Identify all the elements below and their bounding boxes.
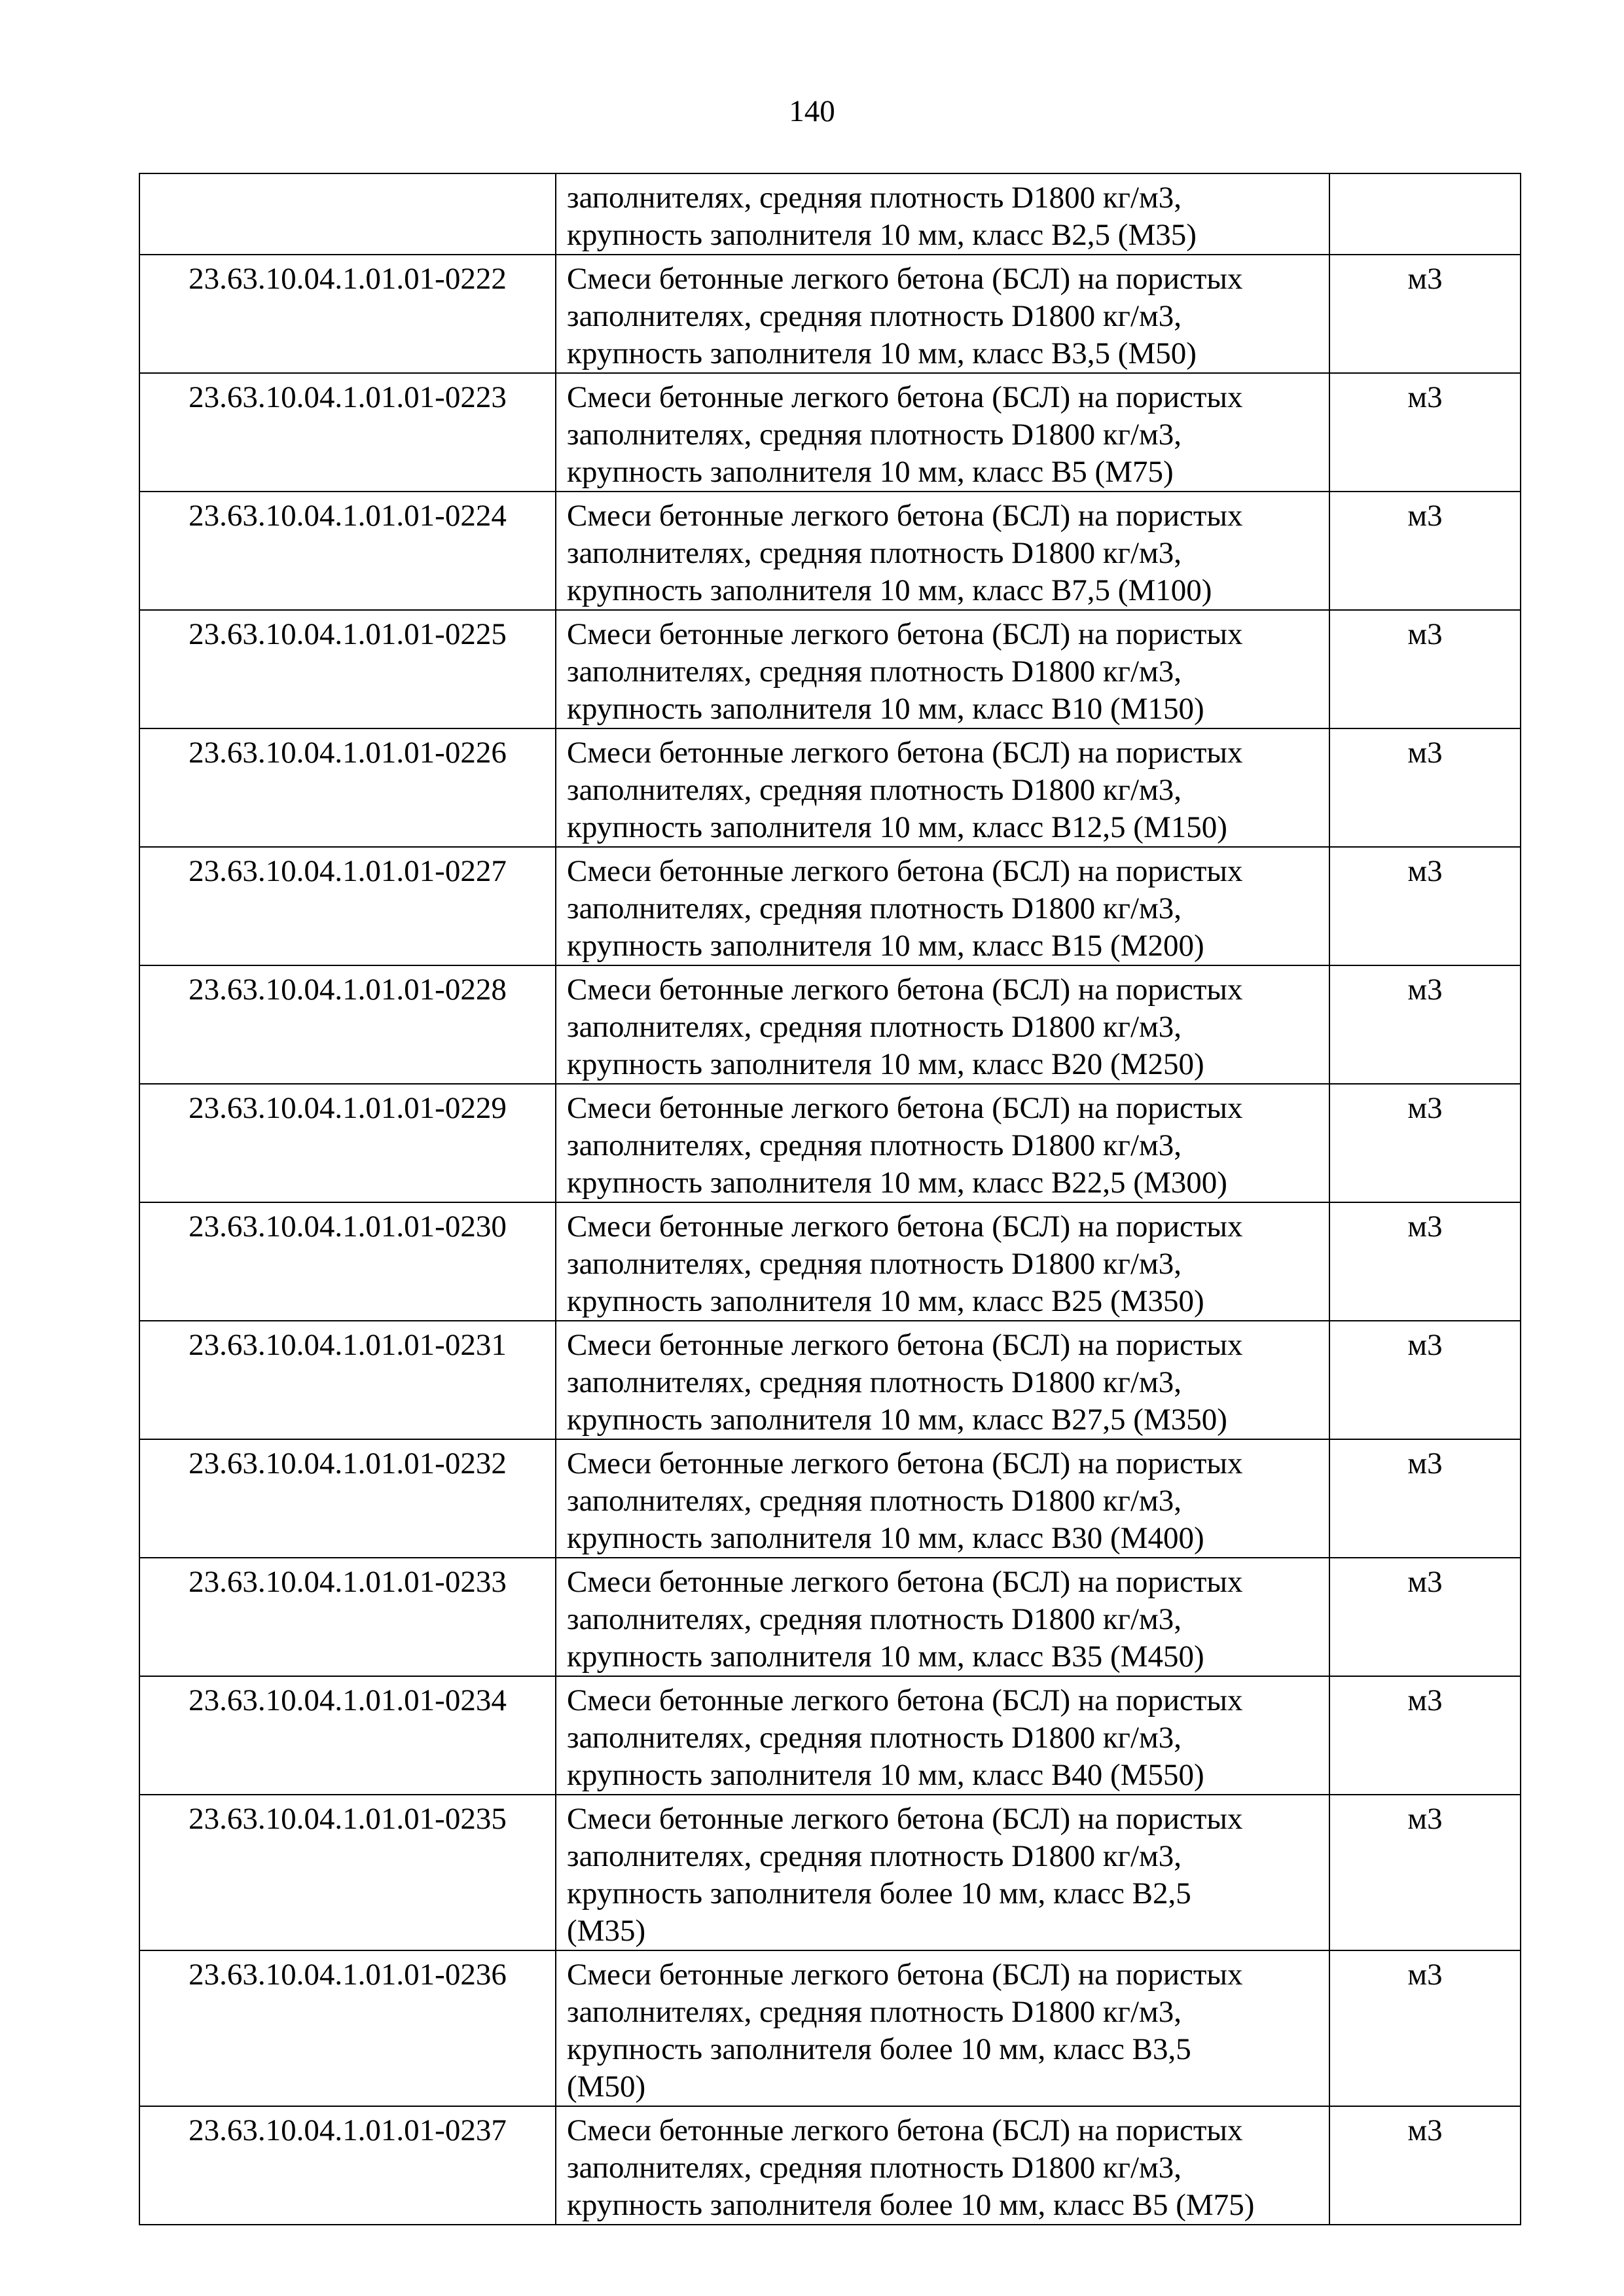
resource-code-cell: 23.63.10.04.1.01.01-0223 — [139, 373, 556, 492]
description-line: Смеси бетонные легкого бетона (БСЛ) на пористых — [567, 1328, 1243, 1362]
table-row — [139, 1950, 1521, 2106]
description-line: заполнителях, средняя плотность D1800 кг/м3, — [567, 1602, 1182, 1636]
description-line: заполнителях, средняя плотность D1800 кг/м3, — [567, 181, 1182, 215]
resource-description-cell — [556, 610, 1329, 728]
page-number: 140 — [789, 94, 835, 128]
resource-description-cell — [556, 1950, 1329, 2106]
resource-code-cell: 23.63.10.04.1.01.01-0226 — [139, 728, 556, 847]
resource-description-cell — [556, 1676, 1329, 1795]
description-line: Смеси бетонные легкого бетона (БСЛ) на пористых — [567, 1958, 1243, 1992]
description-line: Смеси бетонные легкого бетона (БСЛ) на пористых — [567, 1210, 1243, 1244]
unit-cell: м3 — [1329, 1321, 1521, 1439]
description-line: крупность заполнителя 10 мм, класс B5 (M75) — [567, 455, 1174, 489]
description-line: Смеси бетонные легкого бетона (БСЛ) на пористых — [567, 380, 1243, 414]
description-line: заполнителях, средняя плотность D1800 кг/м3, — [567, 891, 1182, 925]
description-line: (M50) — [567, 2070, 646, 2104]
table-row — [139, 1202, 1521, 1321]
description-line: крупность заполнителя 10 мм, класс B2,5 (M35) — [567, 218, 1197, 252]
table-row — [139, 1558, 1521, 1676]
description-line: крупность заполнителя 10 мм, класс B7,5 (M100) — [567, 573, 1212, 607]
description-line: крупность заполнителя 10 мм, класс B40 (M550) — [567, 1758, 1204, 1792]
table-row — [139, 1439, 1521, 1558]
table-row — [139, 1795, 1521, 1950]
resource-description-cell — [556, 728, 1329, 847]
table-row — [139, 492, 1521, 610]
resource-code-cell: 23.63.10.04.1.01.01-0225 — [139, 610, 556, 728]
table-row — [139, 2106, 1521, 2225]
table-row — [139, 173, 1521, 255]
table-row — [139, 1321, 1521, 1439]
description-line: крупность заполнителя 10 мм, класс B3,5 (M50) — [567, 336, 1197, 370]
resource-description-cell — [556, 2106, 1329, 2225]
unit-cell: м3 — [1329, 610, 1521, 728]
resource-code-cell: 23.63.10.04.1.01.01-0234 — [139, 1676, 556, 1795]
unit-cell: м3 — [1329, 2106, 1521, 2225]
description-line: Смеси бетонные легкого бетона (БСЛ) на пористых — [567, 973, 1243, 1007]
resource-code-cell: 23.63.10.04.1.01.01-0233 — [139, 1558, 556, 1676]
description-line: Смеси бетонные легкого бетона (БСЛ) на пористых — [567, 1802, 1243, 1836]
description-line: заполнителях, средняя плотность D1800 кг/м3, — [567, 299, 1182, 333]
description-line: крупность заполнителя 10 мм, класс B20 (M250) — [567, 1047, 1204, 1081]
description-line: крупность заполнителя 10 мм, класс B25 (M350) — [567, 1284, 1204, 1318]
resource-code-cell: 23.63.10.04.1.01.01-0229 — [139, 1084, 556, 1202]
unit-cell: м3 — [1329, 255, 1521, 373]
description-line: крупность заполнителя более 10 мм, класс B5 (M75) — [567, 2188, 1255, 2222]
description-line: Смеси бетонные легкого бетона (БСЛ) на пористых — [567, 1565, 1243, 1599]
description-line: крупность заполнителя более 10 мм, класс B3,5 — [567, 2032, 1191, 2066]
description-line: крупность заполнителя 10 мм, класс B22,5 (M300) — [567, 1166, 1227, 1200]
description-line: (M35) — [567, 1914, 646, 1948]
table-row — [139, 373, 1521, 492]
description-line: заполнителях, средняя плотность D1800 кг/м3, — [567, 1010, 1182, 1044]
unit-cell: м3 — [1329, 1439, 1521, 1558]
description-line: Смеси бетонные легкого бетона (БСЛ) на пористых — [567, 736, 1243, 770]
unit-cell: м3 — [1329, 1795, 1521, 1950]
resource-code-cell: 23.63.10.04.1.01.01-0222 — [139, 255, 556, 373]
resource-description-cell — [556, 492, 1329, 610]
resource-code-cell: 23.63.10.04.1.01.01-0236 — [139, 1950, 556, 2106]
unit-cell: м3 — [1329, 728, 1521, 847]
resource-description-cell — [556, 373, 1329, 492]
description-line: Смеси бетонные легкого бетона (БСЛ) на пористых — [567, 262, 1243, 296]
resource-code-cell: 23.63.10.04.1.01.01-0235 — [139, 1795, 556, 1950]
table-row — [139, 728, 1521, 847]
description-line: заполнителях, средняя плотность D1800 кг/м3, — [567, 1721, 1182, 1755]
description-line: Смеси бетонные легкого бетона (БСЛ) на пористых — [567, 617, 1243, 651]
unit-cell: м3 — [1329, 847, 1521, 965]
description-line: Смеси бетонные легкого бетона (БСЛ) на пористых — [567, 499, 1243, 533]
unit-cell — [1329, 173, 1521, 255]
unit-cell: м3 — [1329, 1202, 1521, 1321]
description-line: заполнителях, средняя плотность D1800 кг/м3, — [567, 1484, 1182, 1518]
description-line: заполнителях, средняя плотность D1800 кг/м3, — [567, 773, 1182, 807]
resource-code-cell: 23.63.10.04.1.01.01-0232 — [139, 1439, 556, 1558]
resource-code-cell: 23.63.10.04.1.01.01-0228 — [139, 965, 556, 1084]
resource-description-cell — [556, 1558, 1329, 1676]
unit-cell: м3 — [1329, 1676, 1521, 1795]
description-line: заполнителях, средняя плотность D1800 кг/м3, — [567, 1247, 1182, 1281]
unit-cell: м3 — [1329, 492, 1521, 610]
description-line: заполнителях, средняя плотность D1800 кг/м3, — [567, 1995, 1182, 2029]
resource-code-cell: 23.63.10.04.1.01.01-0237 — [139, 2106, 556, 2225]
table-row — [139, 965, 1521, 1084]
unit-cell: м3 — [1329, 1558, 1521, 1676]
unit-cell: м3 — [1329, 965, 1521, 1084]
resource-code-cell — [139, 173, 556, 255]
table-row — [139, 1084, 1521, 1202]
unit-cell: м3 — [1329, 1950, 1521, 2106]
description-line: Смеси бетонные легкого бетона (БСЛ) на пористых — [567, 1091, 1243, 1125]
resource-code-cell: 23.63.10.04.1.01.01-0227 — [139, 847, 556, 965]
resource-table — [139, 173, 1521, 2225]
description-line: заполнителях, средняя плотность D1800 кг/м3, — [567, 536, 1182, 570]
unit-cell: м3 — [1329, 1084, 1521, 1202]
description-line: Смеси бетонные легкого бетона (БСЛ) на пористых — [567, 1683, 1243, 1717]
resource-code-cell: 23.63.10.04.1.01.01-0231 — [139, 1321, 556, 1439]
unit-cell: м3 — [1329, 373, 1521, 492]
table-row — [139, 847, 1521, 965]
description-line: Смеси бетонные легкого бетона (БСЛ) на пористых — [567, 2113, 1243, 2147]
description-line: Смеси бетонные легкого бетона (БСЛ) на пористых — [567, 854, 1243, 888]
description-line: крупность заполнителя 10 мм, класс B15 (M200) — [567, 929, 1204, 963]
resource-description-cell — [556, 173, 1329, 255]
resource-description-cell — [556, 847, 1329, 965]
resource-description-cell — [556, 1795, 1329, 1950]
description-line: крупность заполнителя 10 мм, класс B10 (M150) — [567, 692, 1204, 726]
description-line: Смеси бетонные легкого бетона (БСЛ) на пористых — [567, 1446, 1243, 1480]
description-line: заполнителях, средняя плотность D1800 кг/м3, — [567, 1128, 1182, 1162]
table-row — [139, 255, 1521, 373]
description-line: крупность заполнителя 10 мм, класс B30 (M400) — [567, 1521, 1204, 1555]
description-line: заполнителях, средняя плотность D1800 кг/м3, — [567, 655, 1182, 689]
resource-description-cell — [556, 1084, 1329, 1202]
description-line: заполнителях, средняя плотность D1800 кг/м3, — [567, 2151, 1182, 2185]
description-line: крупность заполнителя более 10 мм, класс B2,5 — [567, 1876, 1191, 1910]
table-row — [139, 1676, 1521, 1795]
description-line: заполнителях, средняя плотность D1800 кг/м3, — [567, 1839, 1182, 1873]
resource-description-cell — [556, 1202, 1329, 1321]
resource-description-cell — [556, 1321, 1329, 1439]
resource-description-cell — [556, 1439, 1329, 1558]
resource-code-cell: 23.63.10.04.1.01.01-0224 — [139, 492, 556, 610]
description-line: крупность заполнителя 10 мм, класс B12,5 (M150) — [567, 810, 1227, 844]
resource-code-cell: 23.63.10.04.1.01.01-0230 — [139, 1202, 556, 1321]
description-line: заполнителях, средняя плотность D1800 кг/м3, — [567, 418, 1182, 452]
description-line: заполнителях, средняя плотность D1800 кг/м3, — [567, 1365, 1182, 1399]
resource-description-cell — [556, 255, 1329, 373]
table-row — [139, 610, 1521, 728]
description-line: крупность заполнителя 10 мм, класс B27,5 (M350) — [567, 1403, 1227, 1437]
table-body — [139, 173, 1521, 2225]
resource-description-cell — [556, 965, 1329, 1084]
description-line: крупность заполнителя 10 мм, класс B35 (M450) — [567, 1640, 1204, 1674]
